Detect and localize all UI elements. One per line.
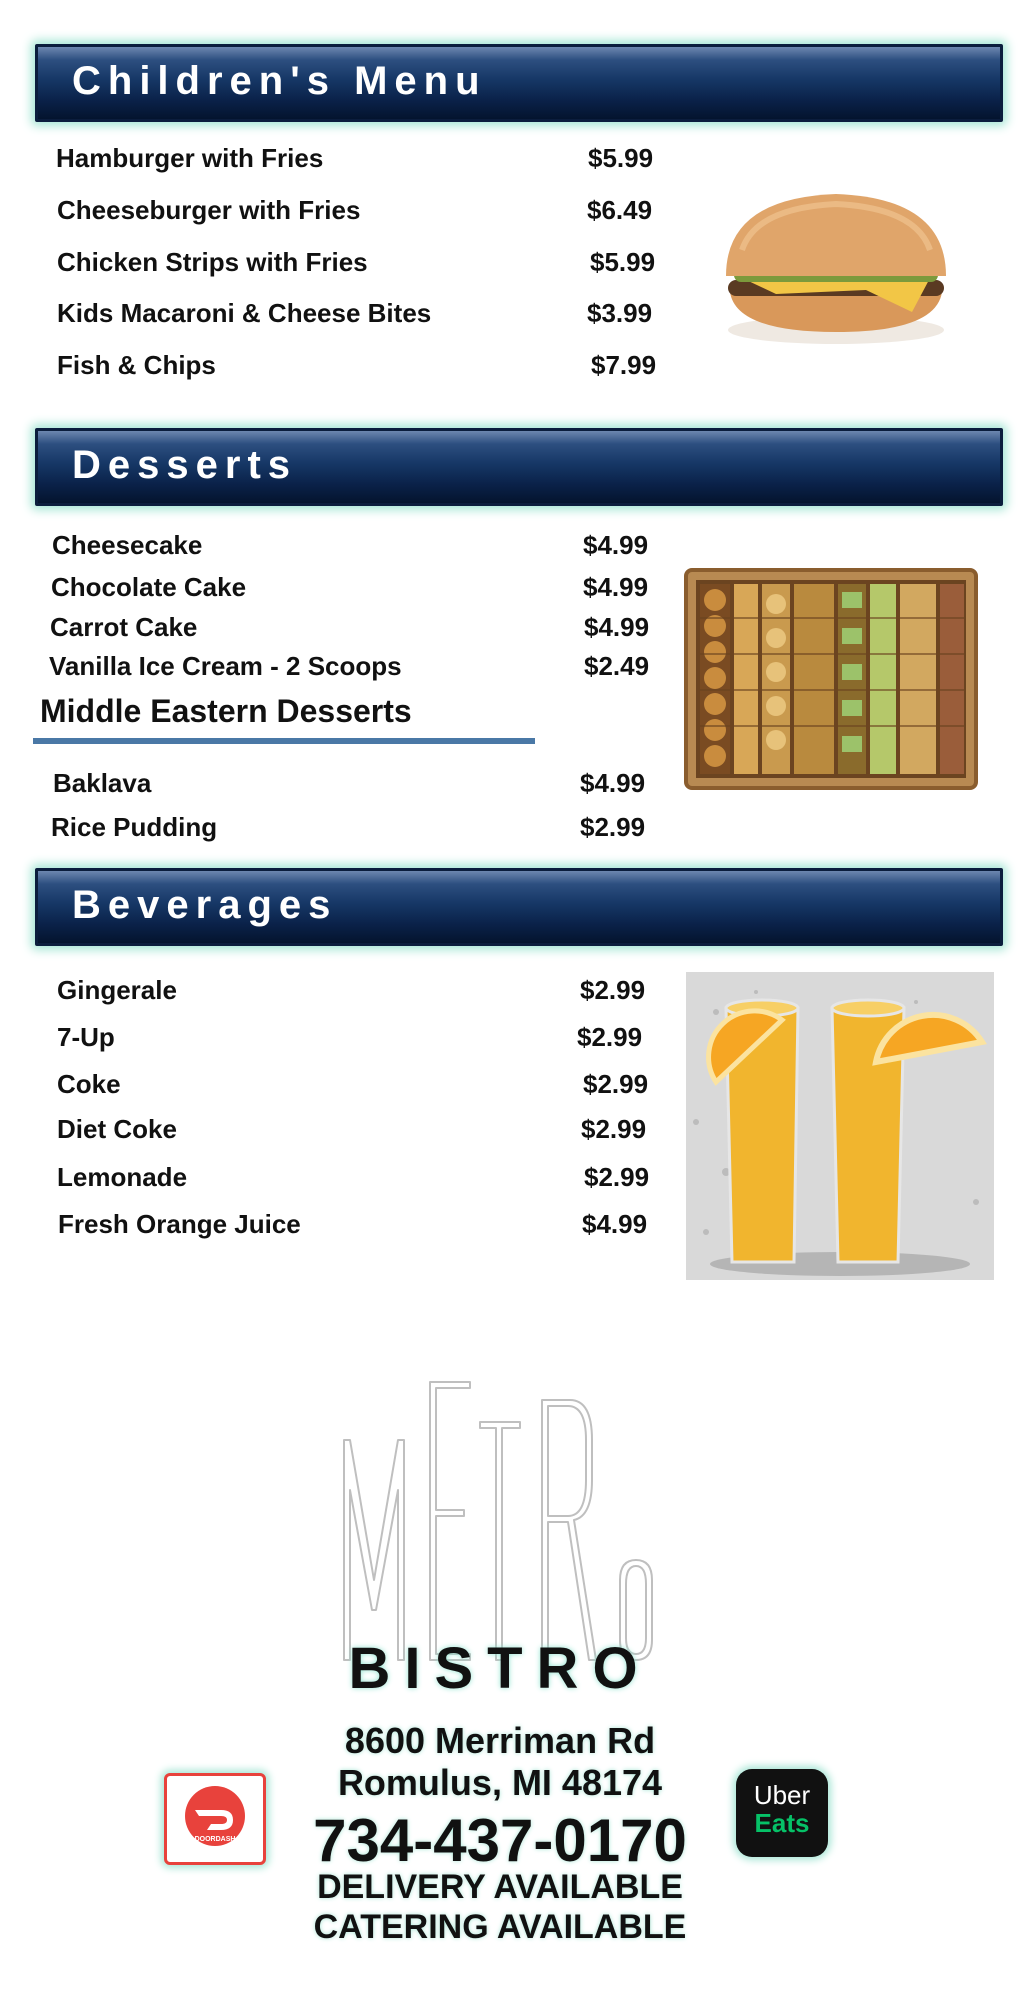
doordash-label: DOORDASH (194, 1836, 236, 1843)
menu-item-price: $4.99 (582, 1209, 648, 1239)
address-line-1: 8600 Merriman Rd (344, 1720, 656, 1761)
desserts-title: Desserts (72, 443, 298, 487)
menu-item-price: $4.99 (580, 768, 646, 798)
baklava-tray-photo (684, 568, 978, 790)
desserts-banner (35, 428, 1003, 506)
beverages-title: Beverages (72, 883, 338, 927)
beverages-banner (35, 868, 1003, 946)
menu-item-name: Diet Coke (57, 1114, 177, 1144)
menu-item-price: $4.99 (584, 612, 650, 642)
address-line-2: Romulus, MI 48174 (337, 1762, 663, 1803)
doordash-icon (167, 1776, 263, 1862)
menu-item-name: 7-Up (57, 1022, 115, 1052)
uber-eats-bottom-text: Eats (754, 1808, 810, 1838)
menu-item-name: Cheesecake (52, 530, 203, 560)
menu-item-price: $2.99 (584, 1162, 650, 1192)
orange-juice-photo (686, 972, 994, 1280)
menu-item-name: Fish & Chips (57, 350, 216, 380)
menu-item-price: $7.99 (591, 350, 657, 380)
menu-item-name: Lemonade (57, 1162, 188, 1192)
menu-item-name: Chicken Strips with Fries (57, 247, 368, 277)
menu-item-name: Vanilla Ice Cream - 2 Scoops (49, 651, 402, 681)
menu-item-name: Chocolate Cake (51, 572, 247, 602)
uber-eats-logo (736, 1769, 828, 1857)
menu-item-price: $5.99 (588, 143, 654, 173)
doordash-logo (164, 1773, 266, 1865)
menu-item-name: Baklava (53, 768, 152, 798)
menu-item-price: $2.99 (581, 1114, 647, 1144)
menu-item-price: $2.99 (580, 812, 646, 842)
metro-logo (330, 1380, 690, 1665)
childrens-menu-banner (35, 44, 1003, 122)
menu-item-name: Fresh Orange Juice (58, 1209, 301, 1239)
menu-item-price: $6.49 (587, 195, 653, 225)
phone-number: 734-437-0170 (313, 1807, 687, 1874)
childrens-menu-title: Children's Menu (72, 59, 487, 103)
menu-item-price: $4.99 (583, 530, 649, 560)
menu-item-name: Hamburger with Fries (56, 143, 324, 173)
menu-item-price: $2.99 (577, 1022, 643, 1052)
menu-item-price: $3.99 (587, 298, 653, 328)
menu-item-name: Rice Pudding (51, 812, 218, 842)
menu-item-price: $2.49 (584, 651, 650, 681)
middle-eastern-desserts-heading: Middle Eastern Desserts (40, 693, 412, 729)
menu-item-name: Kids Macaroni & Cheese Bites (57, 298, 432, 328)
uber-eats-top-text: Uber (753, 1780, 811, 1810)
menu-item-name: Cheeseburger with Fries (57, 195, 361, 225)
catering-notice: CATERING AVAILABLE (313, 1908, 687, 1946)
menu-item-price: $4.99 (583, 572, 649, 602)
menu-item-price: $2.99 (583, 1069, 649, 1099)
menu-item-name: Gingerale (57, 975, 177, 1005)
menu-item-price: $2.99 (580, 975, 646, 1005)
hamburger-photo (716, 180, 956, 348)
menu-item-price: $5.99 (590, 247, 656, 277)
delivery-notice: DELIVERY AVAILABLE (317, 1868, 683, 1906)
brand-name: BISTRO (348, 1636, 652, 1701)
menu-item-name: Carrot Cake (50, 612, 198, 642)
menu-item-name: Coke (57, 1069, 121, 1099)
divider (33, 738, 535, 744)
